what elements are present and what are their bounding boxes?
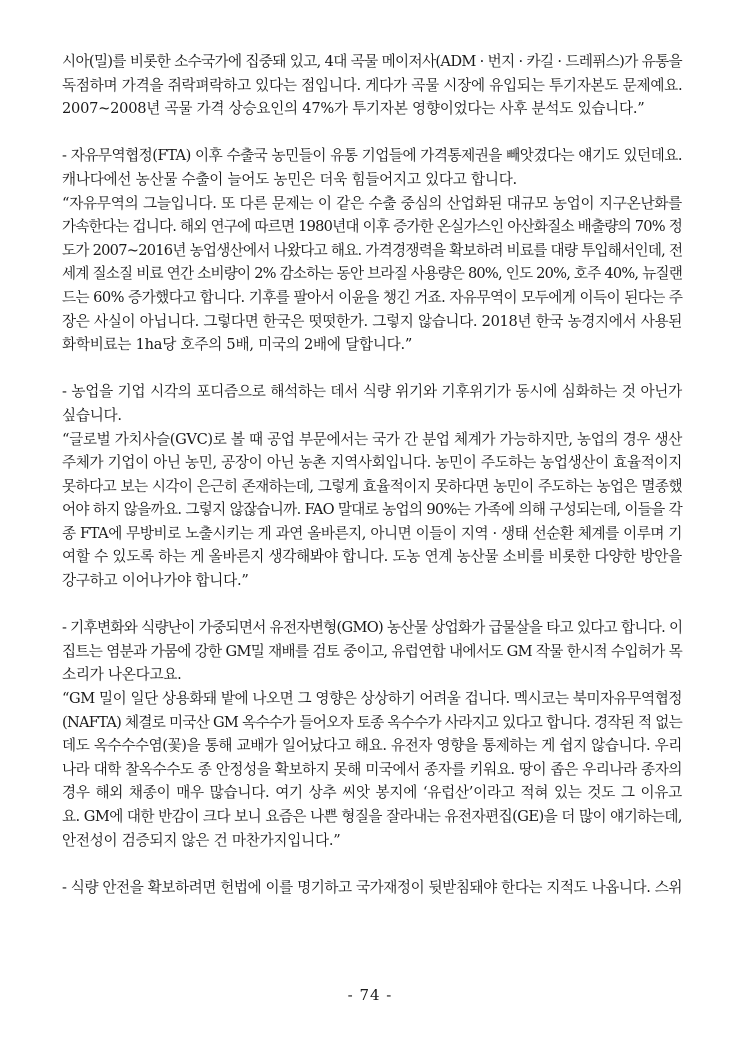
text-line: 여할 수 있도록 하는 게 올바른지 생각해봐야 합니다. 도농 연계 농산물 소비를 비롯한 다양한 방안을 — [62, 548, 682, 566]
document-body — [62, 50, 682, 899]
text-line: - 기후변화와 식량난이 가중되면서 유전자변형(GMO) 농산물 상업화가 급물살을 타고 있다고 합니다. 이 — [62, 619, 683, 637]
text-line: 주체가 기업이 아닌 농민, 공장이 아닌 농촌 지역사회입니다. 농민이 주도하는 농업생산이 효율적이지 — [62, 454, 682, 472]
page-number: - 74 - — [347, 986, 393, 1004]
text-line: “GM 밀이 일단 상용화돼 밭에 나오면 그 영향은 상상하기 어려울 겁니다. 멕시코는 북미자유무역협정 — [62, 690, 682, 708]
text-line: 나라 대학 찰옥수수도 종 안정성을 확보하지 못해 미국에서 종자를 키워요. 땅이 좁은 우리나라 종자의 — [62, 760, 682, 778]
text-line: 못하다고 보는 시각이 은근히 존재하는데, 그렇게 효율적이지 못하다면 농민이 주도하는 농업은 멸종했 — [62, 477, 682, 495]
text-line: - 자유무역협정(FTA) 이후 수출국 농민들이 유통 기업들에 가격통제권을 빼앗겼다는 얘기도 있던데요. — [62, 147, 682, 165]
text-line: 데도 옥수수수염(꽃)을 통해 교배가 일어났다고 해요. 유전자 영향을 통제하는 게 쉽지 않습니다. 우리 — [62, 737, 682, 755]
text-line: 요. GM에 대한 반감이 크다 보니 요즘은 나쁜 형질을 잘라내는 유전자편집(GE)을 더 많이 얘기하는데, — [62, 808, 682, 825]
paragraph-gap — [62, 593, 682, 617]
text-line: 도가 2007~2016년 농업생산에서 나왔다고 해요. 가격경쟁력을 확보하려 비료를 대량 투입해서인데, 전 — [62, 241, 683, 259]
text-line: 강구하고 이어나가야 합니다.” — [62, 572, 249, 590]
text-line: 화학비료는 1ha당 호주의 5배, 미국의 2배에 달합니다.” — [62, 336, 413, 354]
text-line: 경우 해외 채종이 매우 많습니다. 여기 상추 씨앗 봉지에 ‘유럽산’이라고 적혀 있는 것도 그 이유고 — [62, 784, 682, 802]
text-line: 시아(밀)를 비롯한 소수국가에 집중돼 있고, 4대 곡물 메이저사(ADM · 번지 · 카길 · 드레퓌스)가 유통을 — [62, 53, 682, 70]
text-line: “자유무역의 그늘입니다. 또 다른 문제는 이 같은 수출 중심의 산업화된 대규모 농업이 지구온난화를 — [62, 194, 682, 212]
text-line: 싶습니다. — [62, 406, 122, 424]
text-line: - 농업을 기업 시각의 포디즘으로 해석하는 데서 식량 위기와 기후위기가 동시에 심화하는 것 아닌가 — [62, 383, 682, 401]
text-line: 종 FTA에 무방비로 노출시키는 게 과연 올바른지, 아니면 이들이 지역 · 생태 선순환 체계를 이루며 기 — [62, 524, 682, 542]
paragraph — [62, 380, 682, 592]
text-line: 집트는 염분과 가뭄에 강한 GM밀 재배를 검토 중이고, 유럽연합 내에서도 GM 작물 한시적 수입허가 목 — [62, 642, 682, 660]
paragraph-gap — [62, 357, 682, 381]
text-line: 2007~2008년 곡물 가격 상승요인의 47%가 투기자본 영향이었다는 사후 분석도 있습니다.” — [62, 100, 645, 118]
text-line: 소리가 나온다고요. — [62, 666, 182, 684]
text-line: (NAFTA) 체결로 미국산 GM 옥수수가 들어오자 토종 옥수수가 사라지고 있다고 합니다. 경작된 적 없는 — [62, 713, 682, 731]
text-line: 장은 사실이 아닙니다. 그렇다면 한국은 떳떳한가. 그렇지 않습니다. 2018년 한국 농경지에서 사용된 — [62, 312, 682, 330]
text-line: 드는 60% 증가했다고 합니다. 기후를 팔아서 이윤을 챙긴 거죠. 자유무역이 모두에게 이득이 된다는 주 — [62, 288, 683, 306]
text-line: 가속한다는 겁니다. 해외 연구에 따르면 1980년대 이후 증가한 온실가스인 아산화질소 배출량의 70% 정 — [62, 218, 682, 236]
text-line: 안전성이 검증되지 않은 건 마찬가지입니다.” — [62, 831, 341, 849]
paragraph — [62, 876, 682, 900]
text-line: 세계 질소질 비료 연간 소비량이 2% 감소하는 동안 브라질 사용량은 80%, 인도 20%, 호주 40%, 뉴질랜 — [62, 265, 682, 283]
text-line: 어야 하지 않을까요. 그렇지 않잖습니까. FAO 말대로 농업의 90%는 가족에 의해 구성되는데, 이들을 각 — [62, 501, 682, 519]
paragraph — [62, 50, 682, 121]
paragraph — [62, 144, 682, 356]
text-line: “글로벌 가치사슬(GVC)로 볼 때 공업 부문에서는 국가 간 분업 체계가 가능하지만, 농업의 경우 생산 — [62, 430, 682, 448]
text-line: 독점하며 가격을 쥐락펴락하고 있다는 점입니다. 게다가 곡물 시장에 유입되는 투기자본도 문제예요. — [62, 76, 683, 94]
paragraph — [62, 616, 682, 852]
text-line: 캐나다에선 농산물 수출이 늘어도 농민은 더욱 힘들어지고 있다고 합니다. — [62, 170, 517, 188]
paragraph-gap — [62, 121, 682, 145]
paragraph-gap — [62, 852, 682, 876]
text-line: - 식량 안전을 확보하려면 헌법에 이를 명기하고 국가재정이 뒷받침돼야 한다는 지적도 나옵니다. 스위 — [62, 878, 682, 896]
